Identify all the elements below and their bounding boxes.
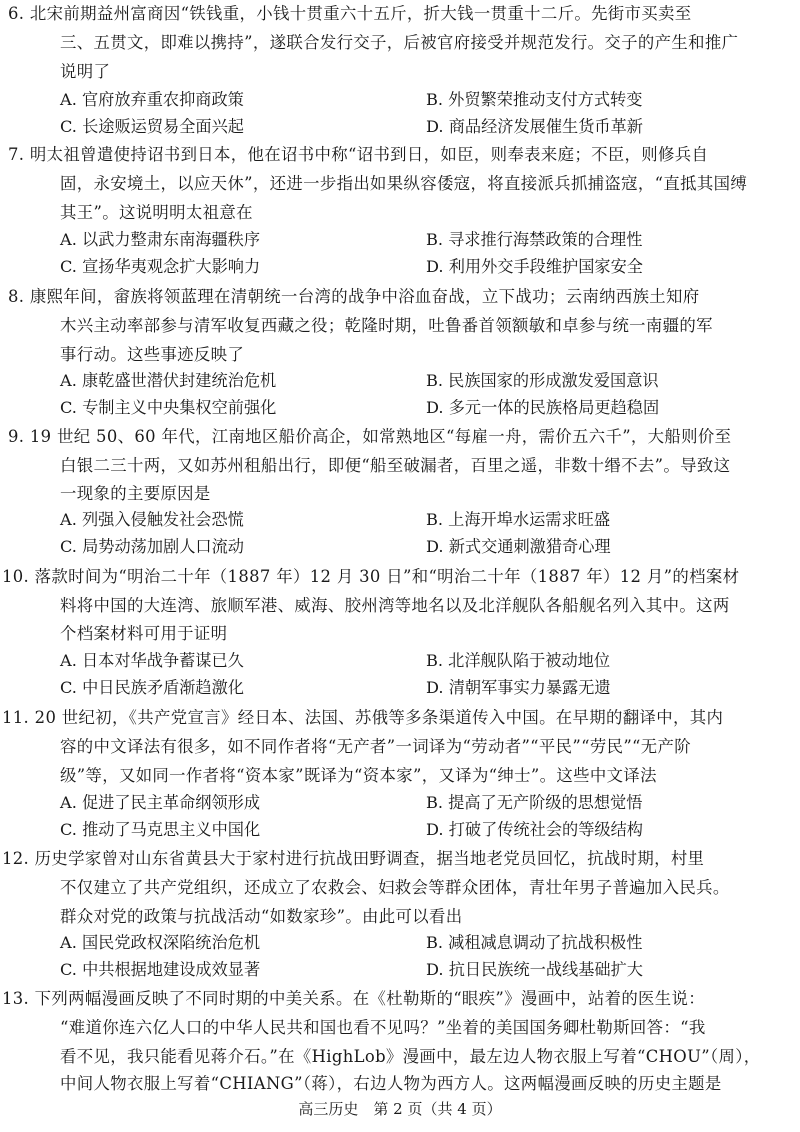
question-11-option-d: D. 打破了传统社会的等级结构 <box>426 820 643 839</box>
question-13-stem-line-1: 13. 下列两幅漫画反映了不同时期的中美关系。在《杜勒斯的“眼疾”》漫画中，站着的医生说： <box>2 989 706 1008</box>
question-9-option-a: A. 列强入侵触发社会恐慌 <box>60 510 244 529</box>
question-6-stem-line-3: 说明了 <box>60 62 111 81</box>
question-9-stem-line-3: 一现象的主要原因是 <box>60 484 211 503</box>
question-9-option-c: C. 局势动荡加剧人口流动 <box>60 537 244 556</box>
question-8-option-b: B. 民族国家的形成激发爱国意识 <box>426 371 659 390</box>
question-6-option-c: C. 长途贩运贸易全面兴起 <box>60 117 244 136</box>
question-7-option-c: C. 宣扬华夷观念扩大影响力 <box>60 257 261 276</box>
question-9-stem-line-1: 9. 19 世纪 50、60 年代，江南地区船价高企，如常熟地区“每雇一舟，需价五六千”，大船则价至 <box>8 427 732 446</box>
question-12-option-c: C. 中共根据地建设成效显著 <box>60 960 261 979</box>
question-10-stem-line-2: 料将中国的大连湾、旅顺军港、威海、胶州湾等地名以及北洋舰队各船舰名列入其中。这两 <box>60 596 730 615</box>
question-11-stem-line-3: 级”等，又如同一作者将“资本家”既译为“资本家”，又译为“绅士”。这些中文译法 <box>60 766 657 785</box>
question-10-option-a: A. 日本对华战争蓄谋已久 <box>60 651 244 670</box>
question-12-option-b: B. 减租减息调动了抗战积极性 <box>426 933 643 952</box>
question-12-stem-line-2: 不仅建立了共产党组织，还成立了农救会、妇救会等群众团体，青壮年男子普遍加入民兵。 <box>60 878 730 897</box>
question-10-option-d: D. 清朝军事实力暴露无遗 <box>426 678 611 697</box>
question-8-option-a: A. 康乾盛世潜伏封建统治危机 <box>60 371 277 390</box>
question-13-stem-line-4: 中间人物衣服上写着“CHIANG”（蒋），右边人物为西方人。这两幅漫画反映的历史主题是 <box>60 1074 722 1093</box>
question-7-option-d: D. 利用外交手段维护国家安全 <box>426 257 643 276</box>
question-13-stem-line-3: 看不见，我只能看见蒋介石。”在《HighLob》漫画中，最左边人物衣服上写着“CHOU”（周）， <box>60 1047 761 1066</box>
question-12-stem-line-1: 12. 历史学家曾对山东省黄县大于家村进行抗战田野调查，据当地老党员回忆，抗战时期，村里 <box>2 849 705 868</box>
question-11-option-b: B. 提高了无产阶级的思想觉悟 <box>426 793 643 812</box>
question-8-option-c: C. 专制主义中央集权空前强化 <box>60 398 277 417</box>
question-6-stem-line-2: 三、五贯文，即难以携持”，遂联合发行交子，后被官府接受并规范发行。交子的产生和推广 <box>60 33 739 52</box>
question-10-option-b: B. 北洋舰队陷于被动地位 <box>426 651 611 670</box>
question-8-stem-line-1: 8. 康熙年间，畲族将领蓝理在清朝统一台湾的战争中浴血奋战，立下战功；云南纳西族土知府 <box>8 287 700 306</box>
question-11-stem-line-1: 11. 20 世纪初，《共产党宣言》经日本、法国、苏俄等多条渠道传入中国。在早期的翻译中，其内 <box>2 708 724 727</box>
question-13-stem-line-2: “难道你连六亿人口的中华人民共和国也看不见吗？”坐着的美国国务卿杜勒斯回答：“我 <box>60 1018 706 1037</box>
question-11-option-c: C. 推动了马克思主义中国化 <box>60 820 261 839</box>
question-6-option-b: B. 外贸繁荣推动支付方式转变 <box>426 90 643 109</box>
page-footer: 高三历史 第 2 页（共 4 页） <box>298 1100 502 1118</box>
question-9-option-b: B. 上海开埠水运需求旺盛 <box>426 510 611 529</box>
question-11-option-a: A. 促进了民主革命纲领形成 <box>60 793 261 812</box>
question-6-option-d: D. 商品经济发展催生货币革新 <box>426 117 643 136</box>
question-7-stem-line-2: 固，永安境土，以应天休”，还进一步指出如果纵容倭寇，将直接派兵抓捕盗寇，“直抵其国缚 <box>60 174 748 193</box>
question-7-stem-line-1: 7. 明太祖曾遣使持诏书到日本，他在诏书中称“诏书到日，如臣，则奉表来庭；不臣，则修兵自 <box>8 145 709 164</box>
question-8-option-d: D. 多元一体的民族格局更趋稳固 <box>426 398 660 417</box>
question-9-option-d: D. 新式交通刺激猎奇心理 <box>426 537 611 556</box>
question-7-stem-line-3: 其王”。这说明明太祖意在 <box>60 203 253 222</box>
question-7-option-a: A. 以武力整肃东南海疆秩序 <box>60 230 261 249</box>
question-8-stem-line-2: 木兴主动率部参与清军收复西藏之役；乾隆时期，吐鲁番首领额敏和卓参与统一南疆的军 <box>60 316 713 335</box>
question-6-stem-line-1: 6. 北宋前期益州富商因“铁钱重，小钱十贯重六十五斤，折大钱一贯重十二斤。先街市买卖至 <box>8 4 692 23</box>
question-6-option-a: A. 官府放弃重农抑商政策 <box>60 90 244 109</box>
question-12-option-a: A. 国民党政权深陷统治危机 <box>60 933 261 952</box>
question-8-stem-line-3: 事行动。这些事迹反映了 <box>60 345 245 364</box>
question-10-stem-line-1: 10. 落款时间为“明治二十年（1887 年）12 月 30 日”和“明治二十年（1887 年）12 月”的档案材 <box>2 567 740 586</box>
question-12-stem-line-3: 群众对党的政策与抗战活动“如数家珍”。由此可以看出 <box>60 907 463 926</box>
question-9-stem-line-2: 白银二三十两，又如苏州租船出行，即便“船至破漏者，百里之遥，非数十缗不去”。导致这 <box>60 456 731 475</box>
question-10-stem-line-3: 个档案材料可用于证明 <box>60 624 228 643</box>
question-11-stem-line-2: 容的中文译法有很多，如不同作者将“无产者”一词译为“劳动者”“平民”“劳民”“无产阶 <box>60 737 692 756</box>
question-12-option-d: D. 抗日民族统一战线基础扩大 <box>426 960 643 979</box>
question-10-option-c: C. 中日民族矛盾渐趋激化 <box>60 678 244 697</box>
question-7-option-b: B. 寻求推行海禁政策的合理性 <box>426 230 643 249</box>
